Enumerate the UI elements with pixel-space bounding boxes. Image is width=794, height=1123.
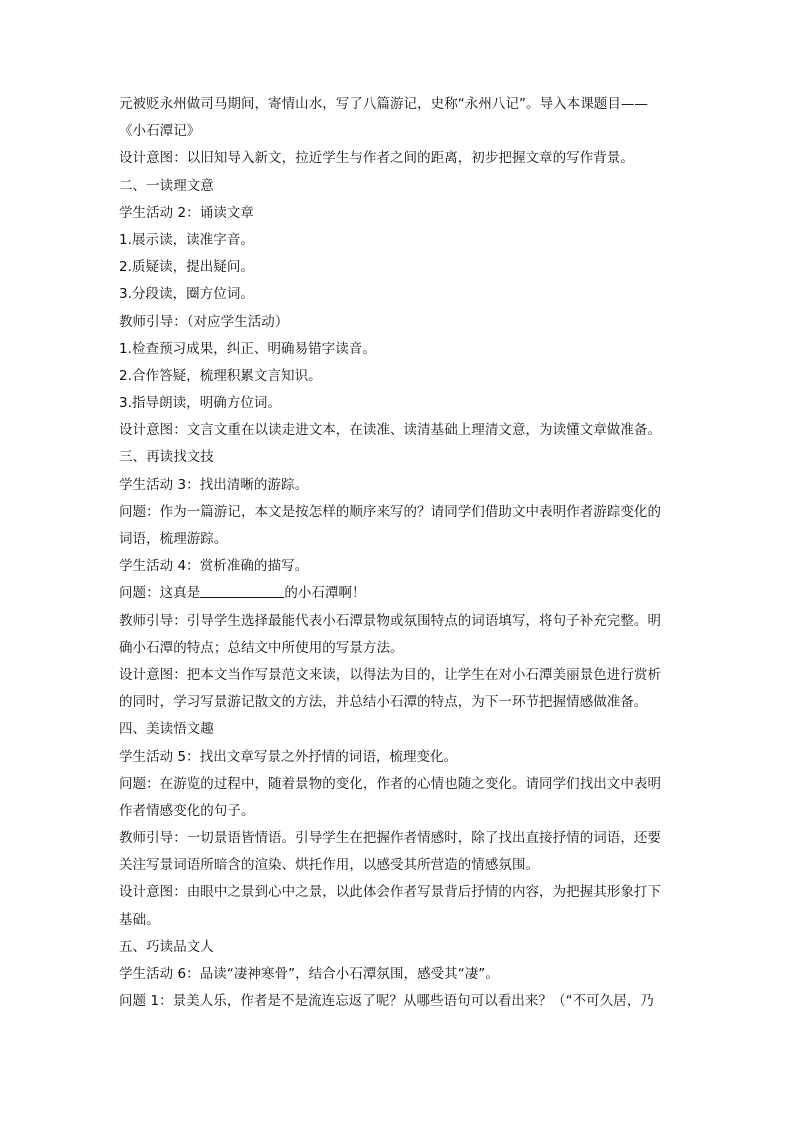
text-line: 词语，梳理游踪。 <box>119 531 228 547</box>
fill-in-blank-line <box>119 580 689 607</box>
text-line: 关注写景词语所暗含的渲染、烘托作用，以感受其所营造的情感氛围。 <box>119 857 540 874</box>
list-item: 2.质疑读，提出疑问。 <box>119 259 254 276</box>
text-line: 《小石潭记》 <box>119 123 201 140</box>
section-heading: 二、一读理文意 <box>119 177 214 194</box>
text-line: 基础。 <box>119 911 160 928</box>
text-line: 的同时，学习写景游记散文的方法，并总结小石潭的特点，为下一环节把握情感做准备。 <box>119 694 648 711</box>
text-line: 设计意图：把本文当作写景范文来读，以得法为目的，让学生在对小石潭美丽景色进行赏析 <box>119 666 661 683</box>
text-line: 教师引导：一切景语皆情语。引导学生在把握作者情感时，除了找出直接抒情的词语，还要 <box>119 830 661 847</box>
text-line: 学生活动 4：赏析准确的描写。 <box>119 558 309 575</box>
text-line: 元被贬永州做司马期间，寄情山水，写了八篇游记，史称“永州八记”。导入本课题目—— <box>119 96 648 112</box>
text-line: 问题：作为一篇游记，本文是按怎样的顺序来写的？请同学们借助文中表明作者游踪变化的 <box>119 503 661 520</box>
text-line: 学生活动 6：品读“凄神寒骨”，结合小石潭氛围，感受其“凄”。 <box>119 966 499 982</box>
document-body <box>119 91 689 1015</box>
text-line: 作者情感变化的句子。 <box>119 802 255 819</box>
list-item: 1.展示读，读准字音。 <box>119 231 254 248</box>
text-line: 学生活动 5：找出文章写景之外抒情的词语，梳理变化。 <box>119 748 458 765</box>
text-line: 设计意图：由眼中之景到心中之景，以此体会作者写景背后抒情的内容，为把握其形象打下 <box>119 884 661 901</box>
list-item: 3.分段读，圈方位词。 <box>119 286 254 303</box>
blank-line-before: 问题：这真是 <box>119 585 201 602</box>
section-heading: 四、美读悟文趣 <box>119 721 214 738</box>
list-item: 3.指导朗读，明确方位词。 <box>119 395 282 412</box>
list-item: 2.合作答疑，梳理积累文言知识。 <box>119 367 322 384</box>
text-line: 教师引导：（对应学生活动） <box>119 313 289 330</box>
text-line: 问题 1：景美人乐，作者是不是流连忘返了呢？从哪些语句可以看出来？（“不可久居，乃 <box>119 993 654 1010</box>
text-line: 学生活动 3：找出清晰的游踪。 <box>119 476 309 493</box>
section-heading: 五、巧读品文人 <box>119 938 214 955</box>
fill-in-blank <box>200 582 284 598</box>
text-line: 问题：在游览的过程中，随着景物的变化，作者的心情也随之变化。请同学们找出文中表明 <box>119 775 661 792</box>
text-line: 设计意图：以旧知导入新文，拉近学生与作者之间的距离，初步把握文章的写作背景。 <box>119 150 634 167</box>
list-item: 1.检查预习成果，纠正、明确易错字读音。 <box>119 340 376 357</box>
blank-line-after: 的小石潭啊！ <box>284 585 366 602</box>
text-line: 学生活动 2：诵读文章 <box>119 204 254 221</box>
section-heading: 三、再读找文技 <box>119 449 214 466</box>
text-line: 教师引导：引导学生选择最能代表小石潭景物或氛围特点的词语填写，将句子补充完整。明 <box>119 612 661 629</box>
text-line: 确小石潭的特点；总结文中所使用的写景方法。 <box>119 639 404 656</box>
text-line: 设计意图：文言文重在以读走进文本，在读准、读清基础上理清文意，为读懂文章做准备。 <box>119 422 661 439</box>
